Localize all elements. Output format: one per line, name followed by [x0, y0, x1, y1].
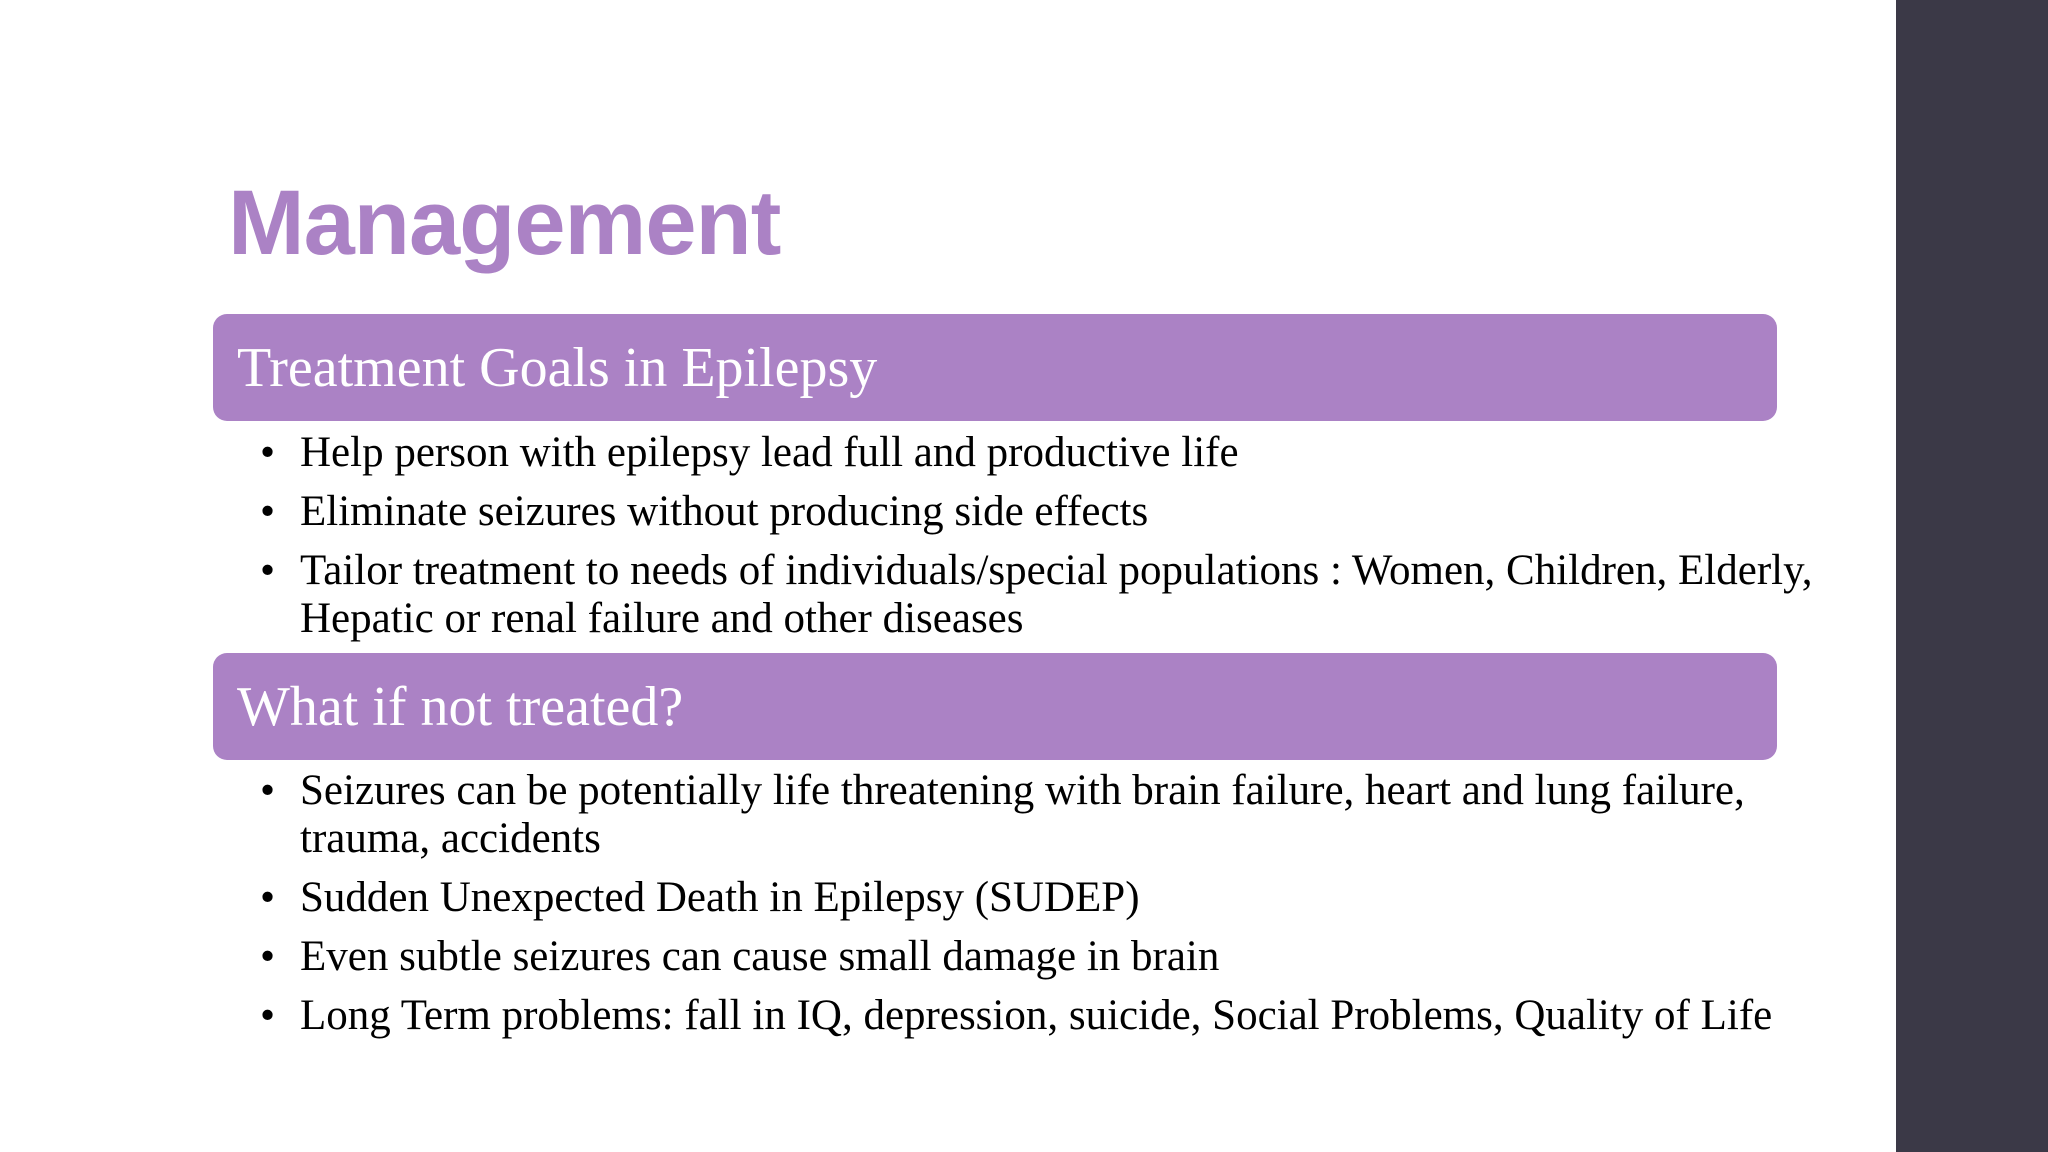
bullet-icon: •	[260, 874, 276, 921]
list-item-text: Seizures can be potentially life threatening with brain failure, heart and lung failure, trauma, accidents	[300, 767, 1745, 862]
list-item	[260, 992, 1820, 1040]
bullet-icon: •	[260, 429, 276, 476]
list-item	[260, 874, 1820, 922]
section-header-treatment-goals	[213, 314, 1777, 421]
bullet-icon: •	[260, 488, 276, 535]
bullet-icon: •	[260, 767, 276, 814]
list-item-text: Tailor treatment to needs of individuals/special populations : Women, Children, Elderly, Hepatic or renal failure and other diseases	[300, 547, 1813, 642]
list-item	[260, 547, 1820, 643]
list-item	[260, 488, 1820, 536]
bullet-icon: •	[260, 547, 276, 594]
list-item-text: Help person with epilepsy lead full and productive life	[300, 429, 1239, 476]
slide-title: Management	[228, 172, 781, 274]
section-heading: What if not treated?	[237, 675, 684, 738]
section-heading: Treatment Goals in Epilepsy	[237, 336, 878, 399]
list-item	[260, 429, 1820, 477]
bullet-icon: •	[260, 933, 276, 980]
list-item	[260, 933, 1820, 981]
list-item-text: Long Term problems: fall in IQ, depression, suicide, Social Problems, Quality of Life	[300, 992, 1773, 1039]
section-header-not-treated	[213, 653, 1777, 760]
not-treated-list	[260, 767, 1820, 1051]
list-item-text: Even subtle seizures can cause small damage in brain	[300, 933, 1220, 980]
list-item-text: Sudden Unexpected Death in Epilepsy (SUDEP)	[300, 874, 1140, 921]
list-item	[260, 767, 1820, 863]
bullet-icon: •	[260, 992, 276, 1039]
list-item-text: Eliminate seizures without producing side effects	[300, 488, 1149, 535]
treatment-goals-list	[260, 429, 1820, 654]
right-side-panel	[1896, 0, 2048, 1152]
